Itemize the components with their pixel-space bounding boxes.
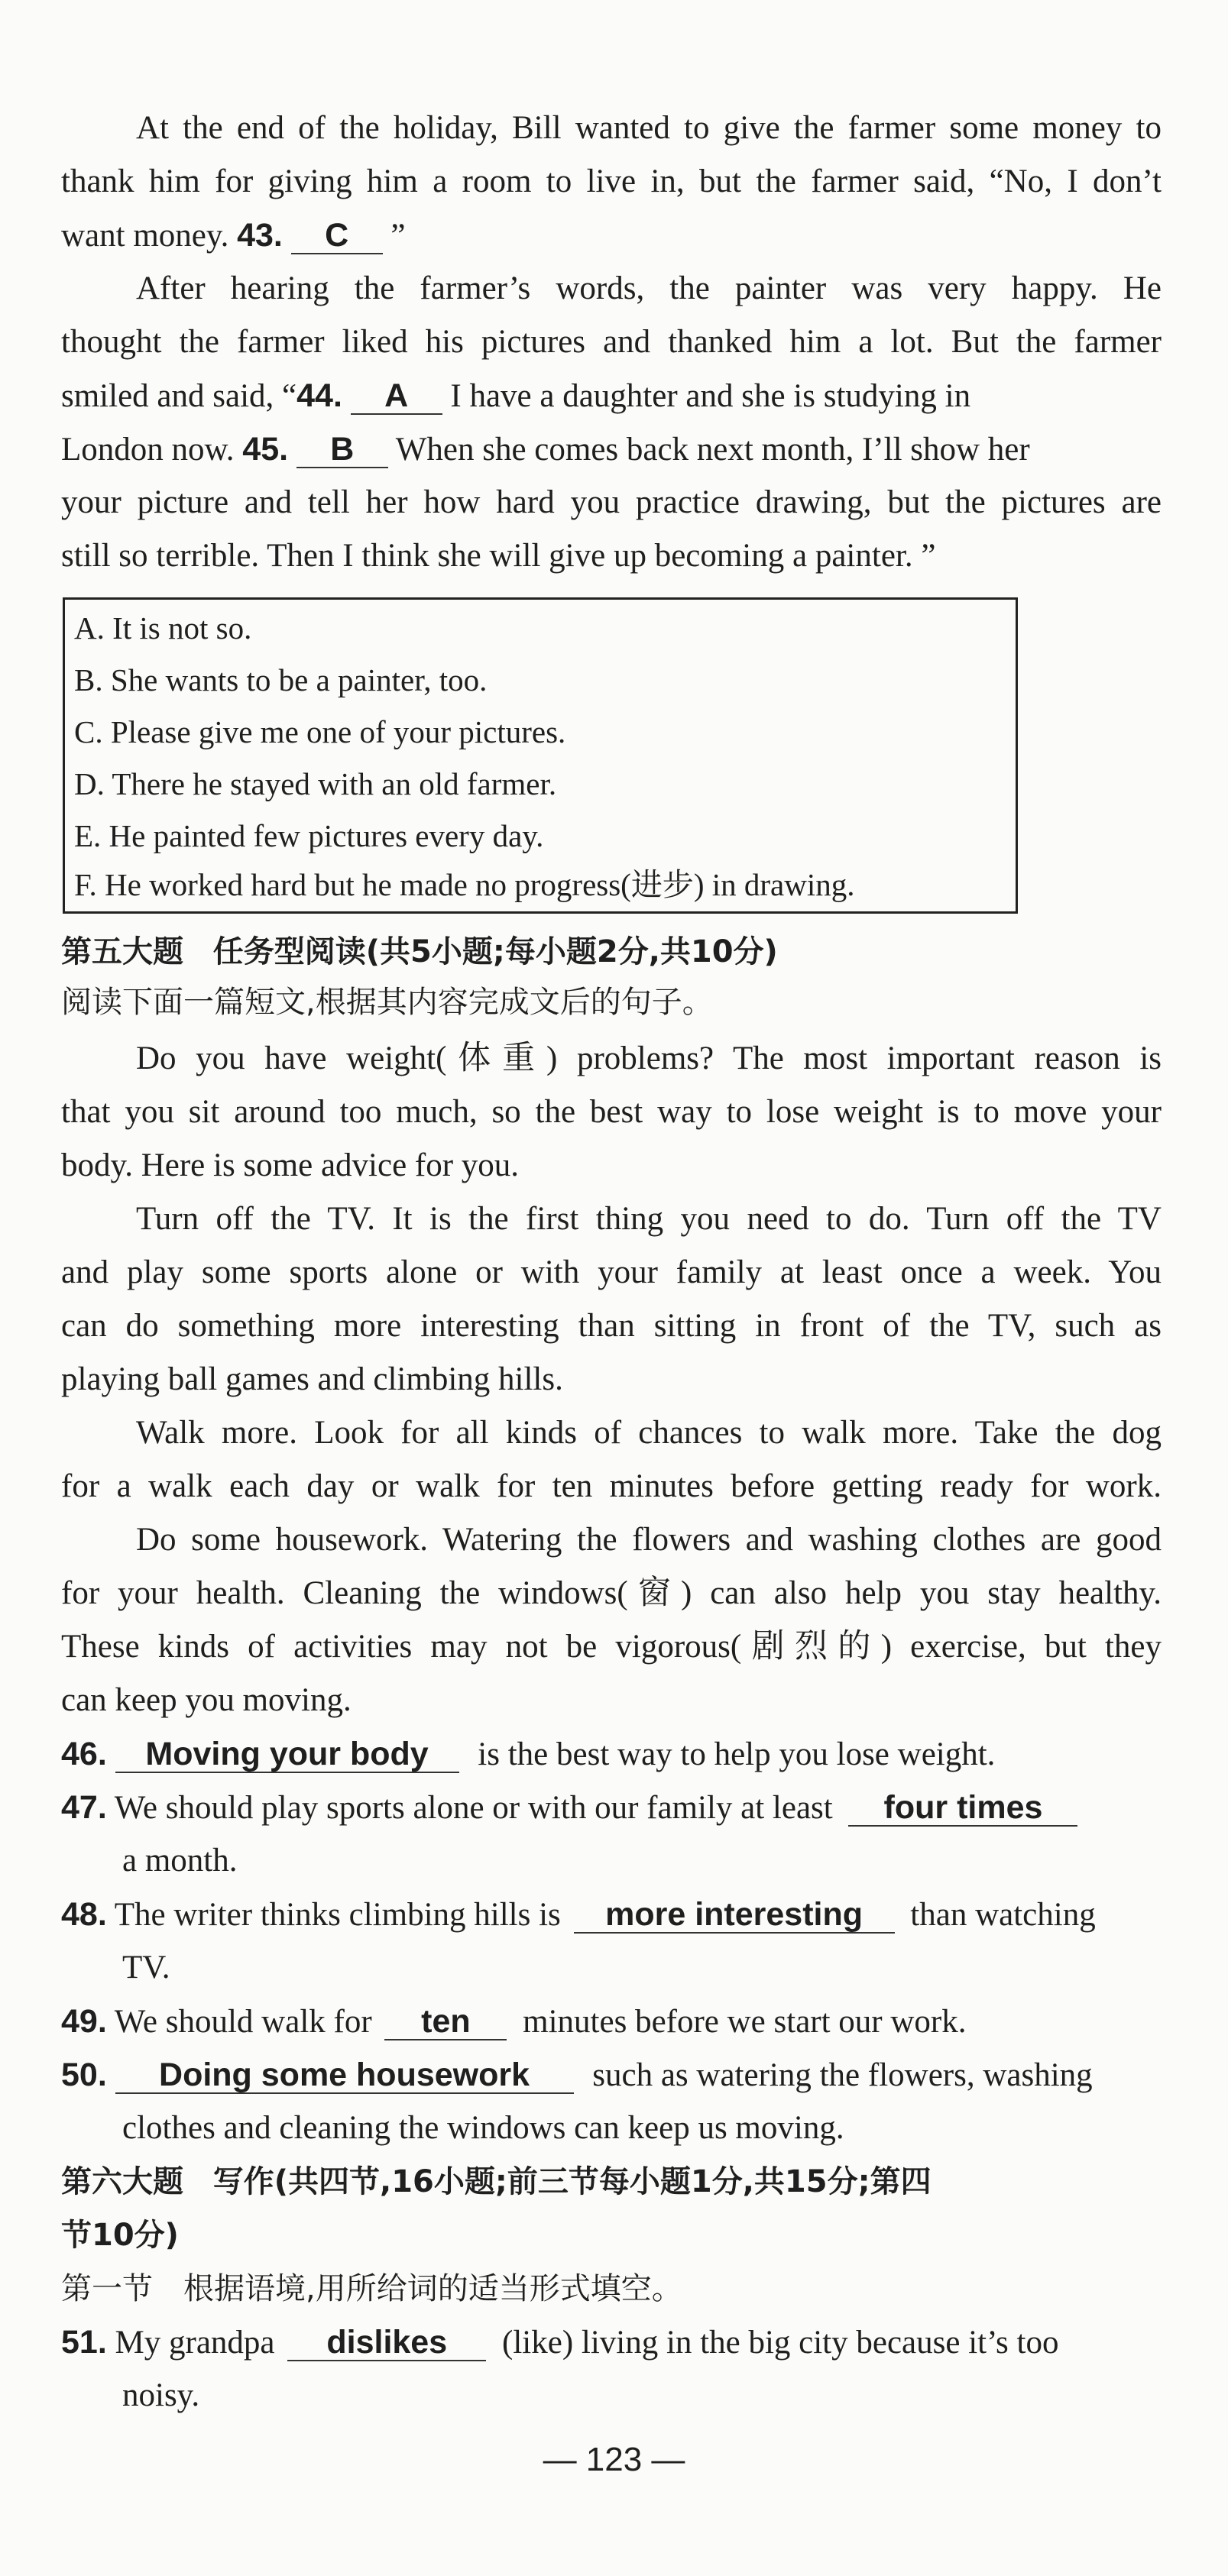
option-b: B. She wants to be a painter, too. [74,662,488,697]
answer-blank-44: A [351,378,442,415]
question-text: minutes before we start our work. [523,2004,967,2040]
question-number: 44. [296,377,342,414]
question-number: 47. [61,1789,107,1826]
answer-blank-45: B [296,432,388,468]
story-text: want money. [61,218,229,254]
answer-blank-51: dislikes [287,2325,486,2361]
section5-title: 第五大题 [61,934,183,969]
question-51-cont: noisy. [122,2377,200,2413]
question-number: 50. [61,2057,107,2093]
passage-line: Walk more. Look for all kinds of chances to walk more. Take the dog [136,1415,1162,1451]
story-line-q45 [61,426,1162,473]
question-text: We should play sports alone or with our family at least [114,1790,833,1826]
section5-instruction: 阅读下面一篇短文,根据其内容完成文后的句子。 [61,985,713,1020]
question-48 [61,1892,1162,1938]
passage-line: Do you have weight(体重) problems? The most important reason is [136,1040,1162,1076]
options-box [63,597,1018,914]
answer-blank-50: Doing some housework [115,2057,574,2094]
story-line-q43 [61,212,1162,259]
question-text: We should walk for [114,2004,372,2040]
answer-blank-49: ten [384,2004,507,2040]
question-47 [61,1785,1162,1831]
section5-subtitle: 任务型阅读(共5小题;每小题2分,共10分) [212,934,778,969]
section6-subtitle-cont: 节10分) [61,2218,179,2253]
option-d: D. There he stayed with an old farmer. [74,766,557,801]
passage-line: can do something more interesting than sitting in front of the TV, such as [61,1308,1162,1344]
question-text: is the best way to help you lose weight. [478,1736,996,1772]
passage-line: can keep you moving. [61,1682,352,1718]
story-text: I have a daughter and she is studying in [450,378,971,414]
passage-line: that you sit around too much, so the best way to lose weight is to move your [61,1094,1162,1130]
passage-line: and play some sports alone or with your family at least once a week. You [61,1254,1162,1290]
question-text: The writer thinks climbing hills is [114,1897,561,1933]
question-number: 48. [61,1896,107,1933]
answer-blank-46: Moving your body [115,1736,459,1773]
section6-subtitle: 写作(共四节,16小题;前三节每小题1分,共15分;第四 [212,2164,932,2199]
option-a: A. It is not so. [74,610,252,646]
option-e: E. He painted few pictures every day. [74,818,544,853]
question-number: 49. [61,2003,107,2040]
story-text: When she comes back next month, I’ll show her [395,432,1030,468]
question-text: such as watering the flowers, washing [592,2057,1093,2093]
passage-line: body. Here is some advice for you. [61,1147,520,1183]
passage-line: for your health. Cleaning the windows(窗) can also help you stay healthy. [61,1575,1162,1611]
question-50-cont: clothes and cleaning the windows can keep us moving. [122,2110,844,2146]
passage-line: These kinds of activities may not be vigorous(剧烈的) exercise, but they [61,1629,1162,1665]
option-f: F. He worked hard but he made no progress(进步) in drawing. [74,867,855,902]
passage-line: for a walk each day or walk for ten minutes before getting ready for work. [61,1468,1162,1504]
story-text: ” [390,218,406,254]
story-line: After hearing the farmer’s words, the painter was very happy. He [136,270,1162,306]
question-number: 51. [61,2324,107,2361]
answer-blank-47: four times [848,1790,1077,1827]
section6-heading [61,2159,1162,2205]
question-text: (like) living in the big city because it’s too [502,2325,1059,2361]
story-text: smiled and said, “ [61,378,297,414]
question-49 [61,1998,1162,2045]
question-number: 43. [237,217,283,254]
answer-blank-48: more interesting [574,1897,895,1934]
story-line: At the end of the holiday, Bill wanted to give the farmer some money to [136,110,1162,146]
option-c: C. Please give me one of your pictures. [74,714,566,749]
passage-line: Do some housework. Watering the flowers and washing clothes are good [136,1522,1162,1558]
page-number: — 123 — [543,2441,685,2478]
section5-heading [61,929,1162,975]
question-47-cont: a month. [122,1843,238,1879]
passage-line: Turn off the TV. It is the first thing you need to do. Turn off the TV [136,1201,1162,1237]
story-line: your picture and tell her how hard you practice drawing, but the pictures are [61,484,1162,520]
story-line: still so terrible. Then I think she will give up becoming a painter. ” [61,538,936,574]
question-50 [61,2052,1162,2099]
question-46 [61,1731,1162,1778]
section6-title: 第六大题 [61,2164,183,2199]
question-text: than watching [910,1897,1096,1933]
question-51 [61,2319,1162,2366]
story-line: thank him for giving him a room to live in, but the farmer said, “No, I don’t [61,163,1162,199]
question-48-cont: TV. [122,1950,170,1985]
story-line-q44 [61,373,1162,419]
passage-line: playing ball games and climbing hills. [61,1361,563,1397]
story-text: London now. [61,432,235,468]
question-number: 46. [61,1736,107,1772]
section6-part1: 第一节 根据语境,用所给词的适当形式填空。 [61,2271,682,2306]
question-text: My grandpa [115,2325,275,2361]
answer-blank-43: C [291,218,383,254]
question-number: 45. [242,431,289,468]
story-line: thought the farmer liked his pictures and thanked him a lot. But the farmer [61,324,1162,360]
